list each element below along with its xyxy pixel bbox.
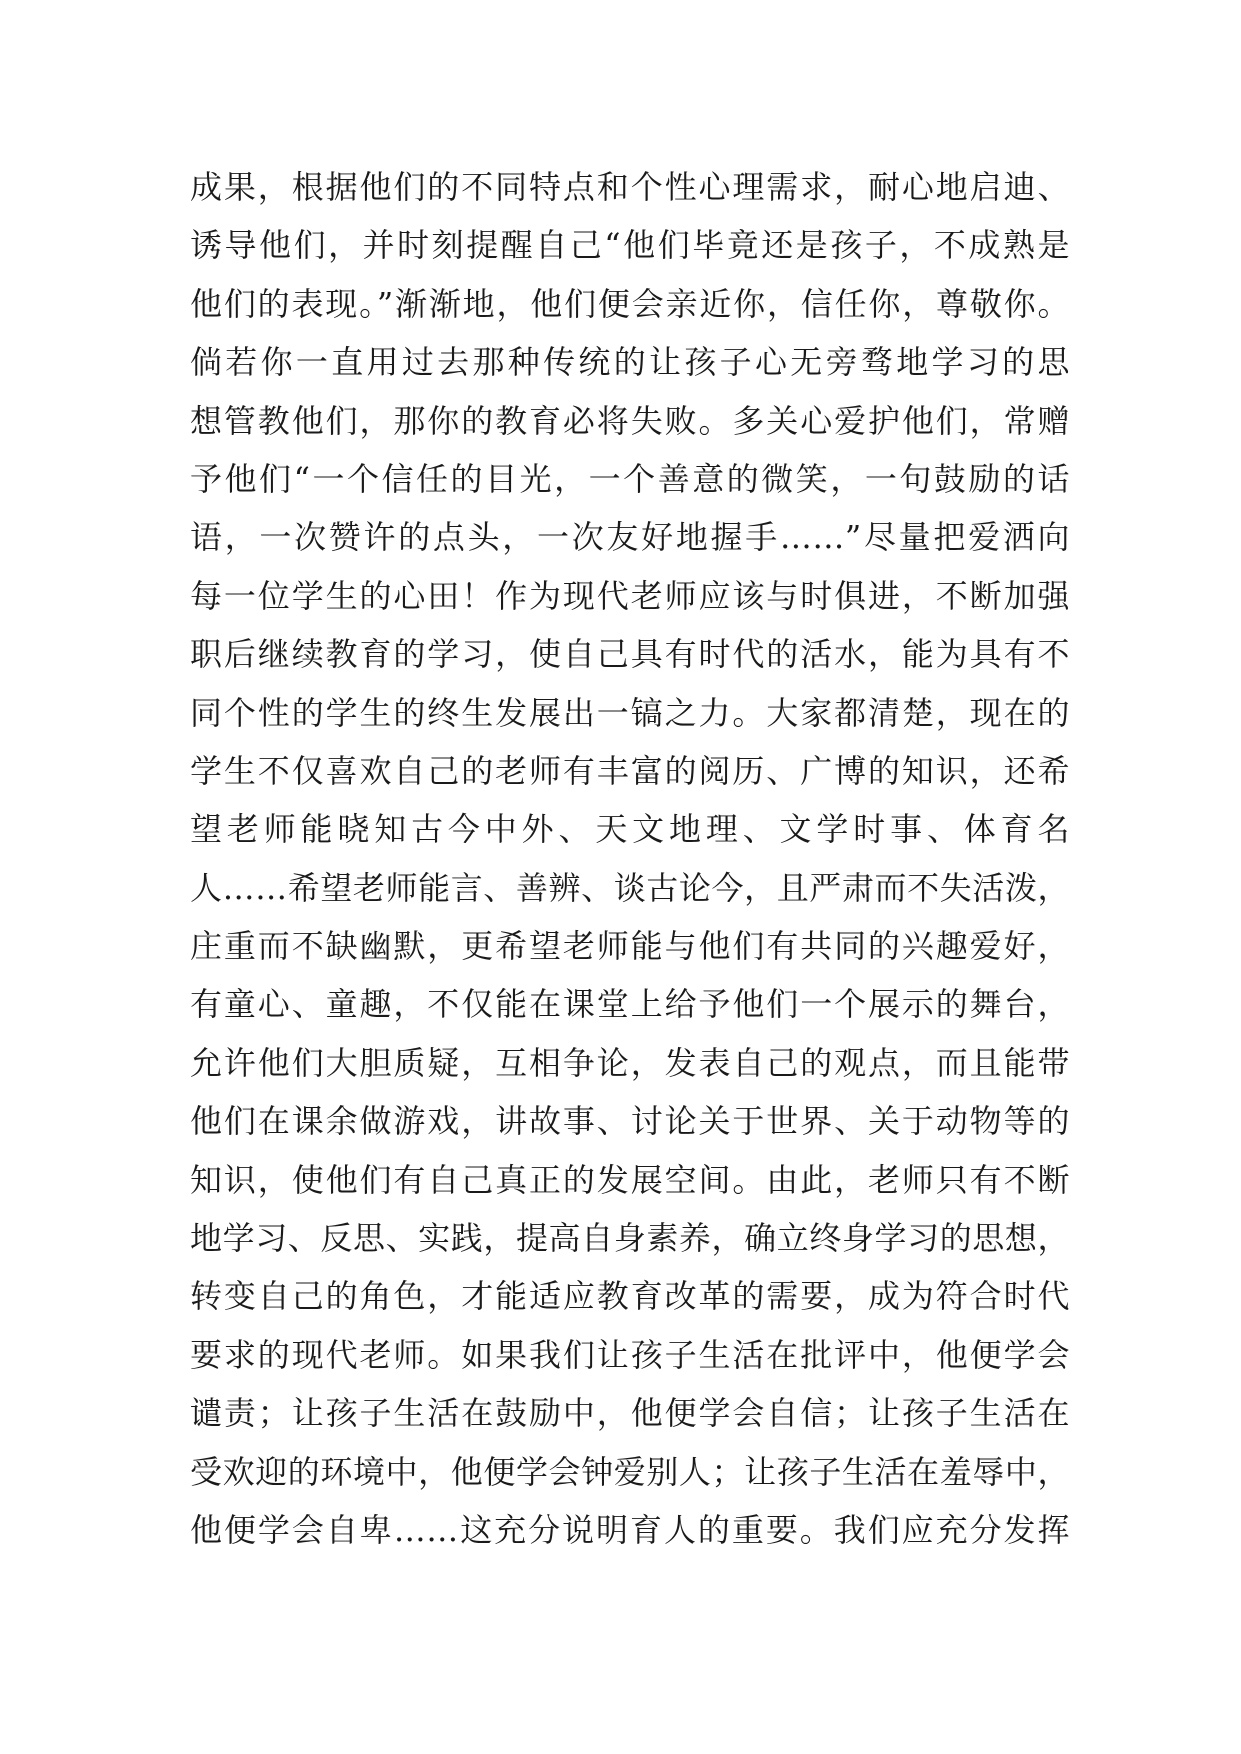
text-line: 他们在课余做游戏，讲故事、讨论关于世界、关于动物等的 xyxy=(190,1102,1070,1141)
text-line: 诱导他们，并时刻提醒自己“他们毕竟还是孩子，不成熟是 xyxy=(190,226,1070,265)
text-line: 倘若你一直用过去那种传统的让孩子心无旁骛地学习的思 xyxy=(190,343,1070,382)
text-line: 要求的现代老师。如果我们让孩子生活在批评中，他便学会 xyxy=(190,1335,1070,1374)
text-line: 同个性的学生的终生发展出一镐之力。大家都清楚，现在的 xyxy=(190,693,1070,732)
text-line: 每一位学生的心田！作为现代老师应该与时俱进，不断加强 xyxy=(190,576,1070,615)
text-line: 望老师能晓知古今中外、天文地理、文学时事、体育名 xyxy=(190,810,1070,849)
body-paragraph xyxy=(190,158,1070,1559)
text-line: 允许他们大胆质疑，互相争论，发表自己的观点，而且能带 xyxy=(190,1043,1070,1082)
text-line: 他便学会自卑……这充分说明育人的重要。我们应充分发挥 xyxy=(190,1510,1070,1549)
text-line: 受欢迎的环境中，他便学会钟爱别人；让孩子生活在羞辱中， xyxy=(190,1452,1070,1491)
text-line: 地学习、反思、实践，提高自身素养，确立终身学习的思想， xyxy=(190,1219,1070,1258)
text-line: 知识，使他们有自己真正的发展空间。由此，老师只有不断 xyxy=(190,1160,1070,1199)
text-line: 他们的表现。”渐渐地，他们便会亲近你，信任你，尊敬你。 xyxy=(190,284,1070,323)
text-line: 语，一次赞许的点头，一次友好地握手……”尽量把爱洒向 xyxy=(190,518,1070,557)
text-line: 庄重而不缺幽默，更希望老师能与他们有共同的兴趣爱好， xyxy=(190,927,1070,966)
text-line: 职后继续教育的学习，使自己具有时代的活水，能为具有不 xyxy=(190,635,1070,674)
text-line: 人……希望老师能言、善辨、谈古论今，且严肃而不失活泼， xyxy=(190,868,1070,907)
text-line: 想管教他们，那你的教育必将失败。多关心爱护他们，常赠 xyxy=(190,401,1070,440)
text-line: 予他们“一个信任的目光，一个善意的微笑，一句鼓励的话 xyxy=(190,459,1070,498)
text-line: 转变自己的角色，才能适应教育改革的需要，成为符合时代 xyxy=(190,1277,1070,1316)
text-line: 谴责；让孩子生活在鼓励中，他便学会自信；让孩子生活在 xyxy=(190,1394,1070,1433)
text-line: 学生不仅喜欢自己的老师有丰富的阅历、广博的知识，还希 xyxy=(190,751,1070,790)
text-line: 成果，根据他们的不同特点和个性心理需求，耐心地启迪、 xyxy=(190,168,1070,206)
text-line: 有童心、童趣，不仅能在课堂上给予他们一个展示的舞台， xyxy=(190,985,1070,1024)
